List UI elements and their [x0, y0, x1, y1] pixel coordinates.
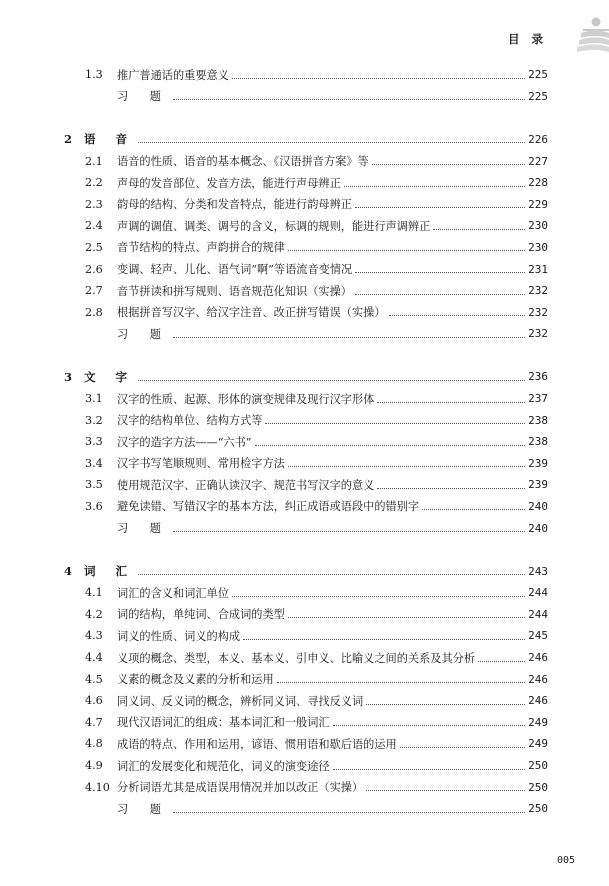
toc-section-entry[interactable]: [62, 64, 548, 86]
toc-entry-title: 音节拼读和拼写规则、语音规范化知识（实操）: [117, 284, 352, 298]
toc-section-entry[interactable]: [62, 431, 548, 453]
toc-entry-number: 4.7: [85, 715, 103, 729]
page-title: 目 录: [507, 32, 547, 46]
dot-leader: [277, 681, 525, 683]
toc-section-entry[interactable]: [62, 776, 548, 798]
toc-section-entry[interactable]: [62, 453, 548, 475]
toc-section-entry[interactable]: [62, 647, 548, 669]
toc-entry-number: 2.8: [85, 305, 103, 319]
toc-section-entry[interactable]: [62, 604, 548, 626]
dot-leader: [400, 746, 525, 748]
toc-entry-page: 250: [528, 802, 548, 816]
toc-entry-page: 238: [528, 435, 548, 449]
dot-leader: [138, 141, 525, 143]
toc-entry-title: 义素的概念及义素的分析和运用: [117, 673, 274, 687]
toc-entry-page: 246: [528, 694, 548, 708]
toc-entry-page: 231: [528, 262, 548, 276]
toc-chapter-entry[interactable]: [62, 129, 548, 151]
dot-leader: [355, 293, 525, 295]
toc-section-entry[interactable]: [62, 625, 548, 647]
toc-entry-page: 239: [528, 456, 548, 470]
toc-exercise-entry[interactable]: [62, 323, 548, 345]
toc-section-entry[interactable]: [62, 258, 548, 280]
toc-section-entry[interactable]: [62, 690, 548, 712]
toc-entry-page: 240: [528, 521, 548, 535]
dot-leader: [344, 185, 525, 187]
toc-entry-page: 232: [528, 327, 548, 341]
toc-entry-title: 根据拼音写汉字、给汉字注音、改正拼写错误（实操）: [117, 306, 386, 320]
toc-entry-title: 韵母的结构、分类和发音特点，能进行韵母辨正: [117, 198, 352, 212]
toc-entry-page: 246: [528, 651, 548, 665]
dot-leader: [333, 768, 526, 770]
toc-entry-title: 汉字书写笔顺规则、常用检字方法: [117, 457, 285, 471]
toc-entry-page: 249: [528, 715, 548, 729]
toc-entry-title: 汉字的造字方法——“六书”: [117, 435, 252, 449]
toc-section-entry[interactable]: [62, 474, 548, 496]
toc-entry-page: 245: [528, 629, 548, 643]
toc-entry-title: 语音的性质、语音的基本概念、《汉语拼音方案》等: [117, 155, 369, 169]
toc-entry-number: 2.3: [85, 197, 103, 211]
toc-entry-number: 4.4: [85, 651, 103, 665]
toc-entry-page: 239: [528, 478, 548, 492]
toc-entry-page: 243: [528, 564, 548, 578]
toc-entry-title: 文 字: [84, 369, 136, 384]
toc-entry-number: 2.2: [85, 176, 103, 190]
dot-leader: [288, 465, 525, 467]
toc-entry-title: 避免读错、写错汉字的基本方法，纠正成语或语段中的错别字: [117, 500, 420, 514]
toc-section-entry[interactable]: [62, 712, 548, 734]
toc-entry-title: 义项的概念、类型，本义、基本义、引申义、比喻义之间的关系及其分析: [117, 651, 476, 665]
dot-leader: [288, 249, 525, 251]
toc-entry-page: 250: [528, 759, 548, 773]
toc-entry-number: 4.2: [85, 607, 103, 621]
toc-entry-page: 230: [528, 219, 548, 233]
toc-entry-title: 变调、轻声、儿化、语气词“啊”等语流音变情况: [117, 263, 353, 277]
toc-entry-title: 分析词语尤其是成语误用情况并加以改正（实操）: [117, 781, 364, 795]
toc-entry-page: 246: [528, 672, 548, 686]
toc-entry-number: 2.1: [85, 154, 103, 168]
dot-leader: [138, 379, 525, 381]
toc-section-entry[interactable]: [62, 755, 548, 777]
toc-entry-page: 236: [528, 370, 548, 384]
dot-leader: [377, 487, 525, 489]
dot-leader: [372, 163, 525, 165]
toc-entry-page: 237: [528, 392, 548, 406]
dot-leader: [255, 444, 526, 446]
dot-leader: [333, 724, 526, 726]
dot-leader: [377, 401, 525, 403]
toc-entry-number: 1.3: [85, 68, 103, 82]
page-number: 005: [556, 855, 575, 866]
toc-entry-number: 2.4: [85, 219, 103, 233]
toc-entry-page: 238: [528, 413, 548, 427]
toc-entry-number: 2: [64, 132, 73, 147]
dot-leader: [389, 314, 526, 316]
toc-exercise-entry[interactable]: [62, 86, 548, 108]
toc-entry-page: 225: [528, 89, 548, 103]
dot-leader: [173, 98, 525, 100]
dot-leader: [355, 206, 525, 208]
dot-leader: [232, 77, 525, 79]
toc-entry-title: 汉字的性质、起源、形体的演变规律及现行汉字形体: [117, 392, 375, 406]
toc-entry-number: 4.1: [85, 586, 103, 600]
toc-entry-number: 4: [64, 564, 73, 579]
toc-entry-number: 3.3: [85, 435, 103, 449]
toc-entry-number: 2.5: [85, 240, 103, 254]
dot-leader: [173, 530, 525, 532]
toc-entry-title: 汉字的结构单位、结构方式等: [117, 414, 263, 428]
dot-leader: [366, 789, 525, 791]
toc-entry-number: 3.6: [85, 499, 103, 513]
toc-section-entry[interactable]: [62, 193, 548, 215]
toc-exercise-entry[interactable]: [62, 798, 548, 820]
toc-entry-page: 244: [528, 607, 548, 621]
toc-entry-page: 225: [528, 68, 548, 82]
toc-entry-title: 词义的性质、词义的构成: [117, 629, 241, 643]
toc-entry-title: 习 题: [117, 522, 170, 536]
page-header: [0, 0, 609, 60]
toc-entry-page: 226: [528, 132, 548, 146]
toc-entry-number: 3.4: [85, 456, 103, 470]
toc-entry-page: 229: [528, 197, 548, 211]
toc-entry-page: 250: [528, 780, 548, 794]
toc-entry-number: 2.7: [85, 284, 103, 298]
toc-entry-number: 4.3: [85, 629, 103, 643]
toc-entry-title: 声母的发音部位、发音方法，能进行声母辨正: [117, 176, 341, 190]
table-of-contents: [62, 64, 548, 820]
toc-section-entry[interactable]: [62, 733, 548, 755]
toc-entry-title: 词汇的发展变化和规范化，词义的演变途径: [117, 759, 330, 773]
dot-leader: [366, 703, 525, 705]
toc-entry-number: 4.5: [85, 672, 103, 686]
toc-section-entry[interactable]: [62, 668, 548, 690]
toc-section-entry[interactable]: [62, 301, 548, 323]
toc-entry-title: 习 题: [117, 327, 170, 341]
toc-entry-page: 244: [528, 586, 548, 600]
toc-section-entry[interactable]: [62, 237, 548, 259]
dot-leader: [478, 660, 525, 662]
toc-section-entry[interactable]: [62, 582, 548, 604]
toc-section-entry[interactable]: [62, 496, 548, 518]
dot-leader: [422, 508, 525, 510]
toc-entry-number: 3.1: [85, 392, 103, 406]
dot-leader: [138, 573, 525, 575]
toc-entry-page: 249: [528, 737, 548, 751]
toc-entry-title: 词汇的含义和词汇单位: [117, 586, 229, 600]
toc-entry-page: 232: [528, 305, 548, 319]
book-stack-icon: [559, 17, 609, 53]
toc-section-entry[interactable]: [62, 150, 548, 172]
toc-section-entry[interactable]: [62, 388, 548, 410]
toc-section-entry[interactable]: [62, 172, 548, 194]
toc-entry-page: 240: [528, 499, 548, 513]
toc-entry-title: 词的结构，单纯词、合成词的类型: [117, 608, 285, 622]
toc-entry-title: 推广普通话的重要意义: [117, 68, 229, 82]
toc-entry-title: 使用规范汉字、正确认读汉字、规范书写汉字的意义: [117, 478, 375, 492]
toc-exercise-entry[interactable]: [62, 517, 548, 539]
toc-entry-page: 228: [528, 176, 548, 190]
toc-entry-title: 音节结构的特点、声韵拼合的规律: [117, 241, 285, 255]
toc-entry-title: 成语的特点、作用和运用，谚语、惯用语和歇后语的运用: [117, 737, 397, 751]
dot-leader: [288, 616, 525, 618]
toc-entry-title: 习 题: [117, 90, 170, 104]
toc-entry-page: 232: [528, 284, 548, 298]
dot-leader: [355, 271, 525, 273]
toc-entry-number: 3.5: [85, 478, 103, 492]
toc-entry-number: 3: [64, 369, 73, 384]
toc-entry-number: 4.8: [85, 737, 103, 751]
toc-entry-number: 4.10: [85, 780, 110, 794]
toc-entry-title: 同义词、反义词的概念，辨析同义词、寻找反义词: [117, 694, 364, 708]
toc-section-entry[interactable]: [62, 409, 548, 431]
toc-entry-title: 语 音: [84, 132, 136, 147]
toc-entry-title: 现代汉语词汇的组成：基本词汇和一般词汇: [117, 716, 330, 730]
toc-section-entry[interactable]: [62, 280, 548, 302]
dot-leader: [173, 811, 525, 813]
dot-leader: [433, 228, 525, 230]
toc-entry-number: 2.6: [85, 262, 103, 276]
toc-entry-page: 230: [528, 240, 548, 254]
toc-entry-number: 4.6: [85, 694, 103, 708]
toc-section-entry[interactable]: [62, 215, 548, 237]
toc-chapter-entry[interactable]: [62, 366, 548, 388]
dot-leader: [265, 422, 525, 424]
toc-entry-title: 词 汇: [84, 564, 136, 579]
dot-leader: [243, 638, 525, 640]
toc-entry-number: 3.2: [85, 413, 103, 427]
toc-entry-number: 4.9: [85, 759, 103, 773]
dot-leader: [232, 595, 525, 597]
dot-leader: [173, 336, 525, 338]
toc-entry-title: 习 题: [117, 802, 170, 816]
toc-chapter-entry[interactable]: [62, 560, 548, 582]
toc-entry-title: 声调的调值、调类、调号的含义，标调的规则，能进行声调辨正: [117, 219, 431, 233]
toc-entry-page: 227: [528, 154, 548, 168]
